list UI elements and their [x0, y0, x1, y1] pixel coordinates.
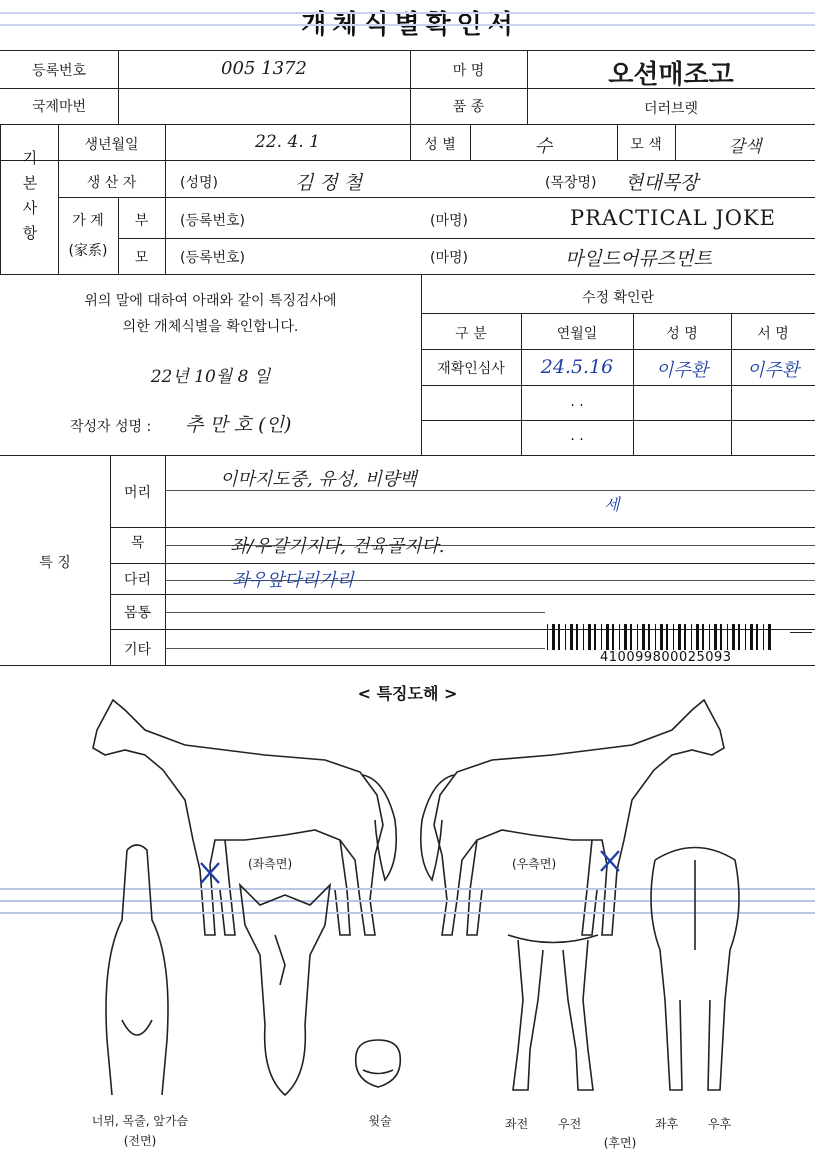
- barcode-bar: [558, 624, 560, 650]
- barcode-bar: [606, 624, 609, 650]
- producer-label: 생 산 자: [86, 175, 137, 191]
- barcode-bar: [660, 624, 663, 650]
- barcode-bar: [714, 624, 717, 650]
- barcode-bar: [601, 624, 602, 650]
- pedigree-hanja: (家系): [68, 243, 108, 259]
- left-side-label: (좌측면): [248, 857, 293, 871]
- right-side-label: (우측면): [512, 857, 557, 871]
- barcode-bar: [709, 624, 710, 650]
- sire-name-value: PRACTICAL JOKE: [570, 206, 776, 230]
- diagram-title: < 특징도해 >: [357, 684, 458, 703]
- barcode-bar: [684, 624, 686, 650]
- barcode-bar: [673, 624, 674, 650]
- right-leg-mark: [598, 848, 622, 874]
- hind-left-leg-caption: 좌후: [655, 1117, 679, 1131]
- birth-label: 생년월일: [84, 137, 139, 153]
- sire-name-prefix: (마명): [430, 213, 468, 229]
- intl-no-label: 국제마번: [31, 99, 87, 115]
- barcode-bar: [619, 624, 620, 650]
- barcode-bar: [588, 624, 591, 650]
- writer-value: 추 만 호 (인): [185, 414, 292, 436]
- revision-row-date: . .: [570, 394, 584, 410]
- revision-row-date: . .: [570, 428, 584, 444]
- barcode-bar: [763, 624, 764, 650]
- barcode-bar: [655, 624, 656, 650]
- color-label: 모 색: [630, 137, 662, 153]
- horse-lips-diagram: [348, 1035, 408, 1095]
- revision-row-sign: 이주환: [746, 360, 800, 381]
- revision-row-name: 이주환: [655, 360, 709, 381]
- certify-text-1: 위의 말에 대하여 아래와 같이 특징검사에: [84, 293, 337, 309]
- barcode-bar: [720, 624, 722, 650]
- certify-date: 22년 10월 8 일: [150, 367, 271, 387]
- barcode-bar: [630, 624, 632, 650]
- producer-name-value: 김 정 철: [295, 172, 363, 194]
- horse-name-value: 오션매조고: [608, 60, 734, 90]
- revision-col-sign: 서 명: [757, 326, 789, 342]
- barcode-bar: [648, 624, 650, 650]
- sire-reg-prefix: (등록번호): [180, 213, 246, 229]
- barcode-bar: [576, 624, 578, 650]
- barcode-number: 410099800025093: [600, 650, 732, 665]
- barcode-bar: [696, 624, 699, 650]
- barcode-bar: [727, 624, 728, 650]
- barcode-bar: [750, 624, 753, 650]
- hind-right-leg-caption: 우후: [708, 1117, 732, 1131]
- reg-no-label: 등록번호: [31, 63, 87, 79]
- revision-row-kind: 재확인심사: [437, 361, 505, 377]
- left-leg-mark: [198, 860, 222, 886]
- barcode-bar: [552, 624, 555, 650]
- barcode-bar: [678, 624, 681, 650]
- barcode-bar: [691, 624, 692, 650]
- revision-row-date: 24.5.16: [540, 356, 614, 378]
- sex-value: 수: [534, 136, 553, 157]
- barcode-bar: [738, 624, 740, 650]
- dam-name-value: 마일드어뮤즈먼트: [565, 248, 712, 270]
- barcode-bar: [594, 624, 596, 650]
- sex-label: 성 별: [424, 137, 456, 153]
- front-caption: 너뮈, 목줄, 앞가슴: [91, 1114, 189, 1128]
- body-label: 몸통: [123, 605, 152, 621]
- horse-name-label: 마 명: [452, 63, 485, 79]
- producer-name-prefix: (성명): [180, 175, 218, 191]
- barcode-bar: [732, 624, 735, 650]
- barcode-bar: [583, 624, 584, 650]
- sire-label: 부: [134, 213, 149, 229]
- revision-col-name: 성 명: [666, 326, 698, 342]
- dam-reg-prefix: (등록번호): [180, 250, 246, 266]
- horse-head-front-diagram: [230, 875, 340, 1105]
- barcode: [545, 624, 775, 652]
- barcode-bar: [637, 624, 638, 650]
- barcode-bar: [768, 624, 771, 650]
- features-section-label: 특 징: [39, 555, 71, 571]
- breed-value: 더러브렛: [643, 101, 699, 117]
- head-extra: 세: [604, 495, 620, 514]
- barcode-bar: [702, 624, 704, 650]
- farm-value: 현대목장: [625, 172, 699, 194]
- color-value: 갈색: [728, 137, 762, 157]
- barcode-bar: [756, 624, 758, 650]
- legs-value: 좌우앞다리가리: [232, 570, 354, 591]
- birth-value: 22. 4. 1: [255, 132, 320, 152]
- horse-front-chest-diagram: [92, 840, 182, 1100]
- dam-label: 모: [134, 250, 149, 266]
- dam-name-prefix: (마명): [430, 250, 468, 266]
- neck-value: 좌/우갈기지다, 건육골지다.: [230, 536, 445, 557]
- document-title: 개체식별확인서: [301, 10, 519, 40]
- front-right-leg-caption: 우전: [558, 1117, 582, 1131]
- horse-front-legs-diagram: [498, 930, 608, 1100]
- head-value: 이마지도중, 유성, 비량백: [220, 469, 417, 490]
- barcode-bar: [612, 624, 614, 650]
- revision-title: 수정 확인란: [581, 290, 655, 306]
- breed-label: 품 종: [452, 99, 485, 115]
- basic-section-label: 기 본 사 항: [22, 149, 38, 242]
- pedigree-label: 가 계: [72, 213, 104, 229]
- neck-label: 목: [130, 535, 145, 551]
- revision-col-kind: 구 분: [455, 326, 487, 342]
- farm-prefix: (목장명): [545, 175, 597, 191]
- barcode-bar: [565, 624, 566, 650]
- barcode-bar: [642, 624, 645, 650]
- other-label: 기타: [123, 642, 152, 658]
- reg-no-value: 005 1372: [221, 58, 307, 79]
- barcode-bar: [666, 624, 668, 650]
- writer-label: 작성자 성명 :: [70, 419, 152, 435]
- lips-caption: 윗술: [368, 1114, 392, 1128]
- certify-text-2: 의한 개체식별을 확인합니다.: [122, 319, 299, 335]
- rear-sub-caption: (후면): [603, 1136, 637, 1150]
- front-left-leg-caption: 좌전: [505, 1117, 529, 1131]
- front-sub-caption: (전면): [123, 1134, 157, 1148]
- revision-col-date: 연월일: [556, 326, 598, 342]
- horse-rear-diagram: [640, 840, 750, 1100]
- legs-label: 다리: [123, 572, 152, 588]
- barcode-bar: [547, 624, 548, 650]
- barcode-bar: [570, 624, 573, 650]
- barcode-bar: [745, 624, 746, 650]
- barcode-bar: [624, 624, 627, 650]
- head-label: 머리: [123, 485, 152, 501]
